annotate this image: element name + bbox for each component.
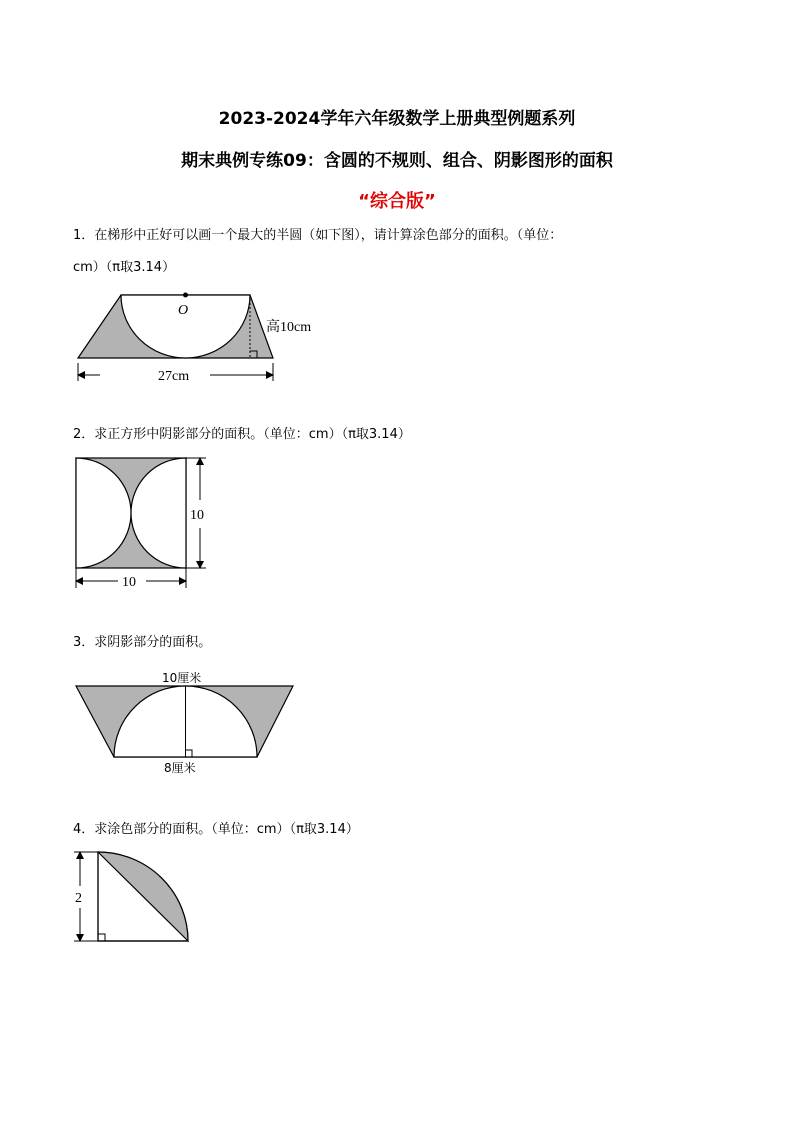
center-label: O — [178, 303, 189, 318]
side-bottom-label: 10 — [122, 575, 136, 590]
bottom-label: 8厘米 — [164, 761, 196, 775]
base-label: 27cm — [158, 369, 190, 384]
edition-label: “综合版” — [358, 191, 436, 212]
top-label: 10厘米 — [162, 671, 202, 685]
question-1-text-line1: 1．在梯形中正好可以画一个最大的半圆（如下图），请计算涂色部分的面积。（单位： — [73, 228, 563, 243]
question-3-figure — [70, 664, 300, 776]
question-1-figure — [70, 285, 340, 390]
height-label: 高10cm — [266, 320, 312, 335]
side-right-label: 10 — [190, 508, 204, 523]
question-4-text: 4．求涂色部分的面积。（单位：cm）（π取3.14） — [73, 822, 359, 837]
page-subtitle: 期末典例专练09：含圆的不规则、组合、阴影图形的面积 — [181, 151, 613, 171]
question-1-text-line2: cm）（π取3.14） — [73, 260, 176, 275]
question-3-text: 3．求阴影部分的面积。 — [73, 635, 212, 650]
question-2-figure — [70, 452, 220, 592]
page-title: 2023-2024学年六年级数学上册典型例题系列 — [218, 109, 576, 129]
question-2-text: 2．求正方形中阴影部分的面积。（单位：cm）（π取3.14） — [73, 427, 411, 442]
question-4-figure — [70, 846, 200, 946]
center-dot — [183, 293, 188, 298]
left-label: 2 — [75, 891, 82, 906]
